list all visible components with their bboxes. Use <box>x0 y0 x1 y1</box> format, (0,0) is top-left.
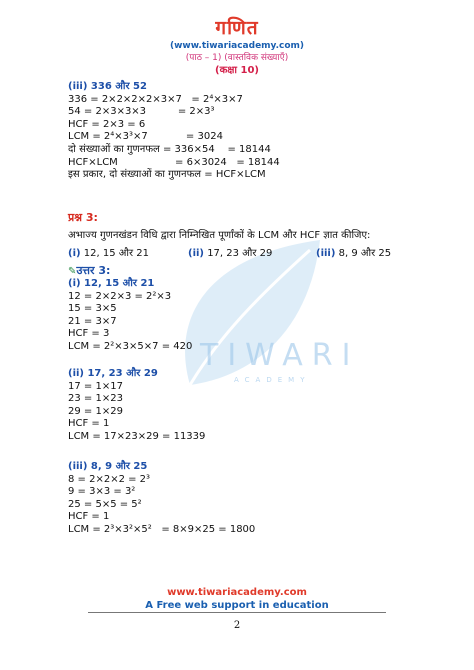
solution-line: 21 = 3×7 <box>68 315 117 327</box>
solution-line: 23 = 1×23 <box>68 393 123 405</box>
solution-line: 25 = 5×5 = 5² <box>68 498 142 510</box>
solution-line: 8 = 2×2×2 = 2³ <box>68 473 151 485</box>
option-value: 17, 23 और 29 <box>207 248 273 259</box>
answer-part-i <box>68 278 192 354</box>
solution-line: HCF = 1 <box>68 418 110 430</box>
solution-line: इस प्रकार, दो संख्याओं का गुणनफल = HCF×LCM <box>68 169 266 181</box>
subject-title: गणित <box>215 17 259 39</box>
answer-title-text: उत्तर 3: <box>76 264 111 277</box>
solution-line: HCF = 2×3 = 6 <box>68 118 146 130</box>
solution-line: (ii) 17, 23 और 29 <box>68 368 158 379</box>
option-label: (i) <box>68 248 81 259</box>
pencil-icon: ✎ <box>68 266 77 277</box>
solution-line: (iii) 336 और 52 <box>68 81 147 92</box>
solution-line: 29 = 1×29 <box>68 405 123 417</box>
footer-tagline: A Free web support in education <box>145 600 329 611</box>
solution-line: HCF×LCM = 6×3024 = 18144 <box>68 156 280 168</box>
solution-line: (iii) 8, 9 और 25 <box>68 461 148 472</box>
question-title: प्रश्न 3: <box>68 211 98 224</box>
solution-line: 336 = 2×2×2×2×3×7 = 2⁴×3×7 <box>68 93 243 105</box>
solution-line: (i) 12, 15 और 21 <box>68 278 155 289</box>
option-value: 8, 9 और 25 <box>338 248 392 259</box>
solution-line: 12 = 2×2×3 = 2²×3 <box>68 290 172 302</box>
option-ii <box>188 245 272 259</box>
class-label: (कक्षा 10) <box>215 65 259 76</box>
answer-part-ii <box>68 368 205 444</box>
option-iii <box>316 245 391 259</box>
solution-line: HCF = 3 <box>68 328 110 340</box>
solution-line: 54 = 2×3×3×3 = 2×3³ <box>68 106 215 118</box>
question-text: अभाज्य गुणनखंडन विधि द्वारा निम्निखित पूर्णांकों के LCM और HCF ज्ञात कीजिए: <box>68 230 371 241</box>
solution-line: 15 = 3×5 <box>68 303 117 315</box>
chapter-label: (पाठ – 1) (वास्तविक संख्याएँ) <box>185 53 289 63</box>
solution-line: LCM = 2²×3×5×7 = 420 <box>68 340 193 352</box>
header-website: (www.tiwariacademy.com) <box>169 41 305 51</box>
option-value: 12, 15 और 21 <box>83 248 149 259</box>
solution-line: 9 = 3×3 = 3² <box>68 486 136 498</box>
solution-line: दो संख्याओं का गुणनफल = 336×54 = 18144 <box>68 143 271 155</box>
previous-solution-iii <box>68 81 280 182</box>
answer-part-iii <box>68 461 255 537</box>
page-number: 2 <box>233 620 241 631</box>
option-label: (ii) <box>188 248 204 259</box>
option-label: (iii) <box>316 248 336 259</box>
solution-line: HCF = 1 <box>68 511 110 523</box>
answer-title <box>68 263 110 278</box>
footer-divider <box>88 612 386 613</box>
solution-line: LCM = 2³×3²×5² = 8×9×25 = 1800 <box>68 523 256 535</box>
watermark-subtext: ACADEMY <box>234 376 311 384</box>
solution-line: 17 = 1×17 <box>68 380 123 392</box>
solution-line: LCM = 17×23×29 = 11339 <box>68 430 206 442</box>
page-footer <box>0 586 474 612</box>
footer-website-link[interactable]: www.tiwariacademy.com <box>167 587 307 598</box>
page-header <box>0 16 474 78</box>
solution-line: LCM = 2⁴×3³×7 = 3024 <box>68 131 223 143</box>
option-i <box>68 245 149 259</box>
watermark-text: TIWARI <box>200 338 360 373</box>
